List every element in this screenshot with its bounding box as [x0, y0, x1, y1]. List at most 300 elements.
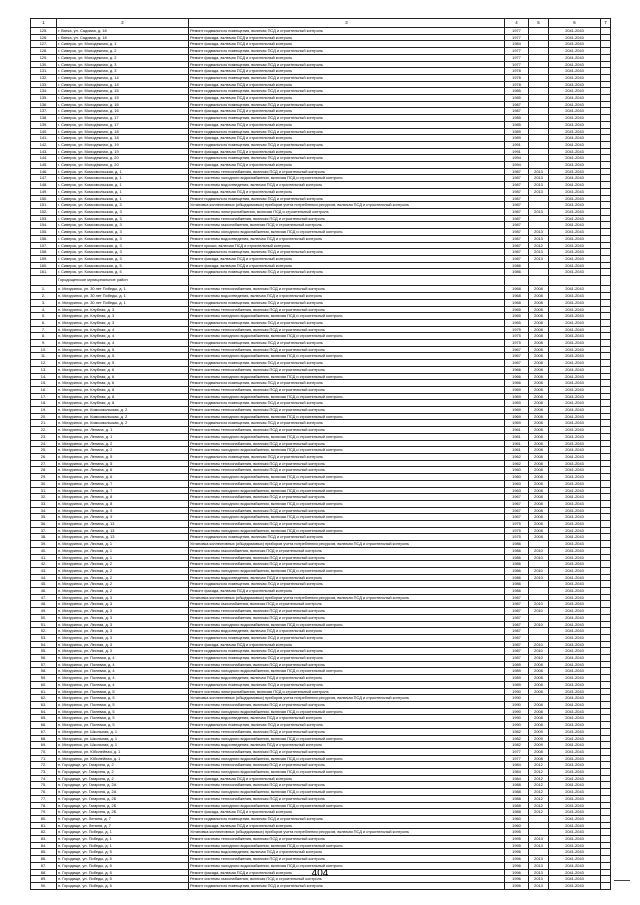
- row-number: 58.: [31, 668, 57, 675]
- address-cell: г. Сиверск, ул. Молодежная, д. 14: [57, 81, 189, 88]
- table-row: [31, 621, 611, 628]
- table-row: [31, 561, 611, 568]
- work-type-cell: Ремонт системы теплоснабжения, включая ПСД и строительный контроль: [189, 561, 505, 568]
- planned-period-cell: 2041-2043: [549, 135, 601, 142]
- build-year-cell: 1989: [505, 675, 529, 682]
- last-repair-year-cell: 2008: [529, 467, 549, 474]
- address-cell: п. Мичуринск, ул. Ленина, д. 2: [57, 447, 189, 454]
- last-repair-year-cell: 2013: [529, 842, 549, 849]
- work-type-cell: Установка коллективных (общедомовых) приборов учета потребления ресурсов, включая ПСД и строительный контроль: [189, 695, 505, 702]
- last-repair-year-cell: [529, 581, 549, 588]
- work-type-cell: Ремонт крыши, включая ПСД и строительный контроль: [189, 242, 505, 249]
- build-year-cell: 1986: [505, 581, 529, 588]
- last-repair-year-cell: 2008: [529, 293, 549, 300]
- planned-period-cell: 2041-2043: [549, 628, 601, 635]
- work-type-cell: Ремонт системы холодного водоснабжения, включая ПСД и строительный контроль: [189, 735, 505, 742]
- planned-period-cell: 2041-2043: [549, 121, 601, 128]
- address-cell: п. Мичуринск, ул. Лесная, д. 3: [57, 641, 189, 648]
- work-type-cell: Ремонт подвального помещения, включая ПСД и строительный контроль: [189, 655, 505, 662]
- table-row: [31, 407, 611, 414]
- row-number: 14.: [31, 373, 57, 380]
- address-cell: п. Мичуринск, ул. Клубная, д. 6: [57, 366, 189, 373]
- last-repair-year-cell: 2013: [529, 862, 549, 869]
- row-number: 159.: [31, 255, 57, 262]
- table-row: [31, 574, 611, 581]
- last-repair-year-cell: 2010: [529, 574, 549, 581]
- last-repair-year-cell: 2010: [529, 655, 549, 662]
- address-cell: п. Мичуринск, ул. Лесная, д. 2: [57, 574, 189, 581]
- address-cell: п. Мичуринск, ул. Полевая, д. 4: [57, 661, 189, 668]
- work-type-cell: Ремонт системы теплоснабжения, включая ПСД и строительный контроль: [189, 782, 505, 789]
- col-7-cell: [601, 188, 611, 195]
- planned-period-cell: 2041-2043: [549, 534, 601, 541]
- last-repair-year-cell: [529, 262, 549, 269]
- address-cell: г. Сиверск, ул. Молодежная, д. 1: [57, 41, 189, 48]
- last-repair-year-cell: 2010: [529, 554, 549, 561]
- build-year-cell: 1961: [505, 433, 529, 440]
- build-year-cell: 1987: [505, 621, 529, 628]
- address-cell: г. Сиверск, ул. Комсомольская, д. 1: [57, 168, 189, 175]
- row-number: 88.: [31, 869, 57, 876]
- row-number: 31.: [31, 487, 57, 494]
- row-number: 27.: [31, 460, 57, 467]
- table-row: [31, 608, 611, 615]
- address-cell: п. Мичуринск, ул. Ленина, д. 1: [57, 427, 189, 434]
- planned-period-cell: 2041-2043: [549, 494, 601, 501]
- row-number: 34.: [31, 507, 57, 514]
- table-row: [31, 695, 611, 702]
- last-repair-year-cell: [529, 81, 549, 88]
- col-7-cell: [601, 588, 611, 595]
- col-7-cell: [601, 447, 611, 454]
- col-7-cell: [601, 306, 611, 313]
- last-repair-year-cell: [529, 121, 549, 128]
- planned-period-cell: 2041-2043: [549, 668, 601, 675]
- build-year-cell: 1995: [505, 836, 529, 843]
- planned-period-cell: 2041-2043: [549, 386, 601, 393]
- col-7-cell: [601, 128, 611, 135]
- build-year-cell: 1996: [505, 849, 529, 856]
- work-type-cell: Ремонт системы теплоснабжения, включая ПСД и строительный контроль: [189, 215, 505, 222]
- table-row: [31, 202, 611, 209]
- build-year-cell: 1984: [505, 775, 529, 782]
- build-year-cell: 1987: [505, 601, 529, 608]
- build-year-cell: 1986: [505, 547, 529, 554]
- address-cell: п. Мичуринск, ул. Полевая, д. 4: [57, 668, 189, 675]
- col-7-cell: [601, 815, 611, 822]
- address-cell: г. Сиверск, ул. Молодежная, д. 14: [57, 74, 189, 81]
- table-row: [31, 340, 611, 347]
- section-title: Городищенское муниципальное район: [57, 276, 189, 286]
- last-repair-year-cell: 2008: [529, 333, 549, 340]
- work-type-cell: Ремонт фасада, включая ПСД и строительный контроль: [189, 68, 505, 75]
- work-type-cell: Ремонт системы теплоснабжения, включая ПСД и строительный контроль: [189, 795, 505, 802]
- planned-period-cell: 2041-2043: [549, 876, 601, 883]
- last-repair-year-cell: 2008: [529, 453, 549, 460]
- build-year-cell: 1977: [505, 34, 529, 41]
- last-repair-year-cell: 2008: [529, 500, 549, 507]
- last-repair-year-cell: [529, 61, 549, 68]
- table-row: [31, 594, 611, 601]
- col-7-cell: [601, 373, 611, 380]
- planned-period-cell: 2041-2043: [549, 829, 601, 836]
- planned-period-cell: 2041-2043: [549, 202, 601, 209]
- build-year-cell: 1987: [505, 648, 529, 655]
- build-year-cell: 1990: [505, 688, 529, 695]
- address-cell: г. Сиверск, ул. Молодежная, д. 19: [57, 141, 189, 148]
- work-type-cell: Ремонт системы холодного водоснабжения, включая ПСД и строительный контроль: [189, 755, 505, 762]
- last-repair-year-cell: 2012: [529, 795, 549, 802]
- build-year-cell: 1985: [505, 95, 529, 102]
- work-type-cell: Ремонт системы холодного водоснабжения, включая ПСД и строительный контроль: [189, 313, 505, 320]
- planned-period-cell: 2041-2043: [549, 433, 601, 440]
- row-number: 129.: [31, 54, 57, 61]
- address-cell: г. Сиверск, ул. Комсомольская, д. 5: [57, 269, 189, 276]
- row-number: 52.: [31, 628, 57, 635]
- address-cell: п. Мичуринск, ул. Клубная, д. 5: [57, 346, 189, 353]
- address-cell: п. Мичуринск, ул. 30 лет Победы, д. 1: [57, 299, 189, 306]
- capital-repair-table: [30, 18, 611, 890]
- work-type-cell: Ремонт системы холодного водоснабжения, включая ПСД и строительный контроль: [189, 175, 505, 182]
- work-type-cell: Ремонт системы теплоснабжения, включая ПСД и строительный контроль: [189, 554, 505, 561]
- row-number: 55.: [31, 648, 57, 655]
- work-type-cell: Ремонт системы водоотведения, включая ПСД и строительный контроль: [189, 293, 505, 300]
- build-year-cell: 1975: [505, 326, 529, 333]
- row-number: 153.: [31, 215, 57, 222]
- build-year-cell: 1963: [505, 480, 529, 487]
- work-type-cell: Ремонт фасада, включая ПСД и строительный контроль: [189, 588, 505, 595]
- planned-period-cell: 2041-2043: [549, 547, 601, 554]
- col-7-cell: [601, 88, 611, 95]
- planned-period-cell: 2041-2043: [549, 648, 601, 655]
- address-cell: г. Сиверск, ул. Комсомольская, д. 3: [57, 222, 189, 229]
- row-number: 143.: [31, 148, 57, 155]
- build-year-cell: 1994: [505, 155, 529, 162]
- row-number: 24.: [31, 440, 57, 447]
- address-cell: п. Мичуринск, ул. Лесная, д. 2: [57, 561, 189, 568]
- table-row: [31, 856, 611, 863]
- build-year-cell: 1966: [505, 366, 529, 373]
- col-7-cell: [601, 608, 611, 615]
- last-repair-year-cell: 2010: [529, 608, 549, 615]
- address-cell: п. Городище, ул. Ленина, д. 7: [57, 815, 189, 822]
- address-cell: г. Сиверск, ул. Комсомольская, д. 3: [57, 208, 189, 215]
- build-year-cell: 1987: [505, 175, 529, 182]
- address-cell: г. Сиверск, ул. Комсомольская, д. 3: [57, 249, 189, 256]
- col-7-cell: [601, 108, 611, 115]
- last-repair-year-cell: [529, 108, 549, 115]
- row-number: 69.: [31, 742, 57, 749]
- row-number: 141.: [31, 135, 57, 142]
- planned-period-cell: 2041-2043: [549, 128, 601, 135]
- work-type-cell: Ремонт подвального помещения, включая ПСД и строительный контроль: [189, 681, 505, 688]
- planned-period-cell: 2041-2043: [549, 882, 601, 889]
- last-repair-year-cell: 2008: [529, 487, 549, 494]
- row-number: 85.: [31, 849, 57, 856]
- address-cell: г. Сиверск, ул. Молодежная, д. 15: [57, 95, 189, 102]
- col-7-cell: [601, 621, 611, 628]
- build-year-cell: 1986: [505, 588, 529, 595]
- address-cell: п. Мичуринск, ул. Ленина, д. 7: [57, 480, 189, 487]
- last-repair-year-cell: 2013: [529, 208, 549, 215]
- col-7-cell: [601, 141, 611, 148]
- last-repair-year-cell: [529, 822, 549, 829]
- table-row: [31, 293, 611, 300]
- last-repair-year-cell: 2013: [529, 229, 549, 236]
- build-year-cell: 1990: [505, 715, 529, 722]
- last-repair-year-cell: 2013: [529, 876, 549, 883]
- address-cell: п. Мичуринск, ул. 30 лет Победы, д. 1: [57, 293, 189, 300]
- planned-period-cell: 2041-2043: [549, 688, 601, 695]
- work-type-cell: Ремонт системы холодного водоснабжения, включая ПСД и строительный контроль: [189, 527, 505, 534]
- build-year-cell: 1967: [505, 507, 529, 514]
- col-7-cell: [601, 222, 611, 229]
- last-repair-year-cell: 2008: [529, 400, 549, 407]
- last-repair-year-cell: 2012: [529, 775, 549, 782]
- table-row: [31, 742, 611, 749]
- planned-period-cell: 2041-2043: [549, 353, 601, 360]
- work-type-cell: Ремонт подвального помещения, включая ПСД и строительный контроль: [189, 48, 505, 55]
- col-7-cell: [601, 54, 611, 61]
- work-type-cell: Ремонт системы водоотведения, включая ПСД и строительный контроль: [189, 182, 505, 189]
- row-number: 142.: [31, 141, 57, 148]
- planned-period-cell: 2041-2043: [549, 795, 601, 802]
- work-type-cell: Ремонт подвального помещения, включая ПСД и строительный контроль: [189, 420, 505, 427]
- address-cell: г. Сиверск, ул. Комсомольская, д. 5: [57, 262, 189, 269]
- table-body: [31, 28, 611, 890]
- col-7-cell: [601, 115, 611, 122]
- table-row: [31, 162, 611, 169]
- row-number: 1.: [31, 286, 57, 293]
- last-repair-year-cell: 2008: [529, 708, 549, 715]
- build-year-cell: 1977: [505, 54, 529, 61]
- address-cell: г. Сиверск, ул. Молодежная, д. 19: [57, 148, 189, 155]
- table-row: [31, 168, 611, 175]
- work-type-cell: Ремонт подвального помещения, включая ПСД и строительный контроль: [189, 249, 505, 256]
- col-7-cell: [601, 215, 611, 222]
- build-year-cell: 1982: [505, 742, 529, 749]
- table-row: [31, 242, 611, 249]
- planned-period-cell: 2041-2043: [549, 326, 601, 333]
- work-type-cell: Ремонт системы теплоснабжения, включая ПСД и строительный контроль: [189, 661, 505, 668]
- work-type-cell: Ремонт подвального помещения, включая ПСД и строительный контроль: [189, 400, 505, 407]
- table-row: [31, 453, 611, 460]
- work-type-cell: Ремонт подвального помещения, включая ПСД и строительный контроль: [189, 453, 505, 460]
- last-repair-year-cell: 2008: [529, 373, 549, 380]
- build-year-cell: 1987: [505, 222, 529, 229]
- planned-period-cell: 2041-2043: [549, 614, 601, 621]
- planned-period-cell: 2041-2043: [549, 634, 601, 641]
- row-number: 37.: [31, 527, 57, 534]
- col-7-cell: [601, 735, 611, 742]
- planned-period-cell: 2041-2043: [549, 182, 601, 189]
- col-7-cell: [601, 262, 611, 269]
- work-type-cell: Ремонт фасада, включая ПСД и строительный контроль: [189, 41, 505, 48]
- planned-period-cell: 2041-2043: [549, 675, 601, 682]
- table-row: [31, 427, 611, 434]
- col-7-cell: [601, 293, 611, 300]
- build-year-cell: 1986: [505, 269, 529, 276]
- section-empty-cell: [529, 276, 549, 286]
- table-row: [31, 795, 611, 802]
- work-type-cell: Ремонт фасада, включая ПСД и строительный контроль: [189, 54, 505, 61]
- build-year-cell: 1969: [505, 407, 529, 414]
- address-cell: п. Городище, ул. Гагарина, д. 2: [57, 775, 189, 782]
- build-year-cell: 1990: [505, 695, 529, 702]
- row-number: 152.: [31, 208, 57, 215]
- address-cell: г. Сиверск, ул. Молодежная, д. 17: [57, 115, 189, 122]
- build-year-cell: 1989: [505, 135, 529, 142]
- build-year-cell: 1985: [505, 88, 529, 95]
- last-repair-year-cell: 2013: [529, 869, 549, 876]
- planned-period-cell: 2041-2043: [549, 514, 601, 521]
- build-year-cell: 1962: [505, 453, 529, 460]
- col-7-cell: [601, 775, 611, 782]
- row-number: 12.: [31, 360, 57, 367]
- planned-period-cell: 2041-2043: [549, 487, 601, 494]
- planned-period-cell: 2041-2043: [549, 608, 601, 615]
- address-cell: п. Мичуринск, ул. Ленина, д. 13: [57, 527, 189, 534]
- work-type-cell: Ремонт системы водоотведения, включая ПСД и строительный контроль: [189, 742, 505, 749]
- planned-period-cell: 2041-2043: [549, 581, 601, 588]
- work-type-cell: Ремонт системы холодного водоснабжения, включая ПСД и строительный контроль: [189, 447, 505, 454]
- build-year-cell: 1982: [505, 735, 529, 742]
- build-year-cell: 1968: [505, 286, 529, 293]
- build-year-cell: 1988: [505, 802, 529, 809]
- row-number: 82.: [31, 829, 57, 836]
- row-number: 47.: [31, 594, 57, 601]
- row-number: 35.: [31, 514, 57, 521]
- work-type-cell: Ремонт подвального помещения, включая ПСД и строительный контроль: [189, 88, 505, 95]
- table-row: [31, 333, 611, 340]
- work-type-cell: Ремонт системы водоотведения, включая ПСД и строительный контроль: [189, 675, 505, 682]
- planned-period-cell: 2041-2043: [549, 561, 601, 568]
- work-type-cell: Ремонт системы теплоснабжения, включая ПСД и строительный контроль: [189, 286, 505, 293]
- last-repair-year-cell: 2008: [529, 407, 549, 414]
- row-number: 11.: [31, 353, 57, 360]
- document-page: [30, 18, 610, 890]
- last-repair-year-cell: 2010: [529, 621, 549, 628]
- address-cell: п. Мичуринск, ул. Клубная, д. 5: [57, 360, 189, 367]
- header-col-1: 1: [31, 19, 57, 28]
- work-type-cell: Ремонт системы теплоснабжения, включая ПСД и строительный контроль: [189, 168, 505, 175]
- table-row: [31, 748, 611, 755]
- col-7-cell: [601, 641, 611, 648]
- work-type-cell: Ремонт подвального помещения, включая ПСД и строительный контроль: [189, 128, 505, 135]
- last-repair-year-cell: 2013: [529, 882, 549, 889]
- last-repair-year-cell: 2012: [529, 789, 549, 796]
- address-cell: п. Городище, ул. Победы, д. 5: [57, 862, 189, 869]
- build-year-cell: 1975: [505, 534, 529, 541]
- last-repair-year-cell: [529, 28, 549, 35]
- build-year-cell: 1987: [505, 168, 529, 175]
- work-type-cell: Ремонт фасада, включая ПСД и строительный контроль: [189, 869, 505, 876]
- row-number: 42.: [31, 561, 57, 568]
- last-repair-year-cell: 2008: [529, 393, 549, 400]
- address-cell: п. Мичуринск, ул. Полевая, д. 4: [57, 681, 189, 688]
- last-repair-year-cell: 2008: [529, 688, 549, 695]
- build-year-cell: 1984: [505, 762, 529, 769]
- last-repair-year-cell: 2008: [529, 748, 549, 755]
- build-year-cell: 1960: [505, 815, 529, 822]
- planned-period-cell: 2041-2043: [549, 480, 601, 487]
- build-year-cell: 1987: [505, 108, 529, 115]
- address-cell: п. Городище, ул. Гагарина, д. 2: [57, 769, 189, 776]
- table-row: [31, 299, 611, 306]
- last-repair-year-cell: [529, 101, 549, 108]
- row-number: 144.: [31, 155, 57, 162]
- build-year-cell: 1987: [505, 235, 529, 242]
- work-type-cell: Ремонт системы газоснабжения, включая ПСД и строительный контроль: [189, 601, 505, 608]
- work-type-cell: Ремонт системы холодного водоснабжения, включая ПСД и строительный контроль: [189, 433, 505, 440]
- row-number: 18.: [31, 400, 57, 407]
- table-row: [31, 229, 611, 236]
- address-cell: п. Мичуринск, ул. Клубная, д. 6: [57, 373, 189, 380]
- planned-period-cell: 2041-2043: [549, 115, 601, 122]
- address-cell: п. Мичуринск, ул. Полевая, д. 5: [57, 722, 189, 729]
- col-7-cell: [601, 340, 611, 347]
- planned-period-cell: 2041-2043: [549, 155, 601, 162]
- address-cell: п. Городище, ул. Победы, д. 1: [57, 842, 189, 849]
- col-7-cell: [601, 155, 611, 162]
- section-row: [31, 276, 611, 286]
- section-empty-cell: [549, 276, 601, 286]
- row-number: 6.: [31, 319, 57, 326]
- col-7-cell: [601, 333, 611, 340]
- build-year-cell: 1982: [505, 728, 529, 735]
- work-type-cell: Ремонт системы теплоснабжения, включая ПСД и строительный контроль: [189, 366, 505, 373]
- work-type-cell: Ремонт системы газоснабжения, включая ПСД и строительный контроль: [189, 222, 505, 229]
- row-number: 158.: [31, 249, 57, 256]
- row-number: 70.: [31, 748, 57, 755]
- table-row: [31, 61, 611, 68]
- table-row: [31, 48, 611, 55]
- address-cell: п. Мичуринск, ул. Полевая, д. 5: [57, 702, 189, 709]
- row-number: 149.: [31, 188, 57, 195]
- build-year-cell: 1977: [505, 48, 529, 55]
- work-type-cell: Ремонт системы холодного водоснабжения, включая ПСД и строительный контроль: [189, 842, 505, 849]
- work-type-cell: Ремонт системы холодного водоснабжения, включая ПСД и строительный контроль: [189, 668, 505, 675]
- build-year-cell: 1989: [505, 661, 529, 668]
- row-number: 50.: [31, 614, 57, 621]
- build-year-cell: 1967: [505, 494, 529, 501]
- work-type-cell: Ремонт подвального помещения, включая ПСД и строительный контроль: [189, 115, 505, 122]
- col-7-cell: [601, 702, 611, 709]
- planned-period-cell: 2041-2043: [549, 574, 601, 581]
- scan-edge-mark: [614, 880, 630, 881]
- row-number: 146.: [31, 168, 57, 175]
- planned-period-cell: 2041-2043: [549, 601, 601, 608]
- col-7-cell: [601, 48, 611, 55]
- work-type-cell: Ремонт системы водоотведения, включая ПСД и строительный контроль: [189, 715, 505, 722]
- table-row: [31, 447, 611, 454]
- last-repair-year-cell: 2013: [529, 188, 549, 195]
- col-7-cell: [601, 695, 611, 702]
- row-number: 49.: [31, 608, 57, 615]
- last-repair-year-cell: [529, 88, 549, 95]
- table-row: [31, 755, 611, 762]
- planned-period-cell: 2041-2043: [549, 715, 601, 722]
- address-cell: п. Городище, ул. Победы, д. 1: [57, 836, 189, 843]
- table-row: [31, 494, 611, 501]
- col-7-cell: [601, 229, 611, 236]
- row-number: 16.: [31, 386, 57, 393]
- table-row: [31, 715, 611, 722]
- last-repair-year-cell: 2010: [529, 641, 549, 648]
- build-year-cell: 1996: [505, 869, 529, 876]
- planned-period-cell: 2041-2043: [549, 299, 601, 306]
- address-cell: п. Мичуринск, ул. Школьная, д. 1: [57, 728, 189, 735]
